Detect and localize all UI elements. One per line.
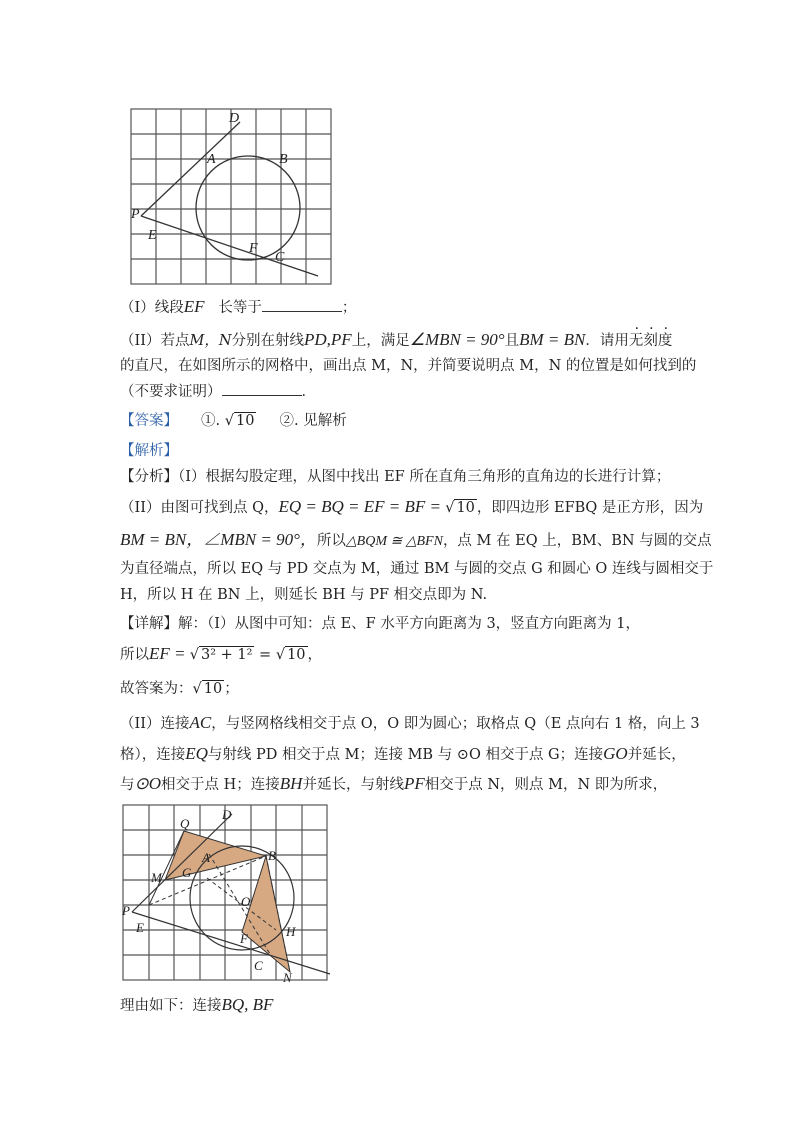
label-d: D: [229, 111, 240, 126]
xj-text: =: [254, 647, 276, 663]
xj-text: 故答案为：: [120, 681, 193, 697]
grid-2: [123, 805, 327, 980]
q2-cond1: ∠MBN = 90°: [409, 330, 505, 349]
radicand: 3² + 1²: [201, 647, 253, 663]
reason-text: 理由如下：连接: [120, 998, 222, 1014]
xj-text: 并延长，与射线: [302, 777, 404, 793]
label-c: C: [275, 250, 285, 265]
xiangjie-line-5: [120, 743, 686, 766]
xj-text: （II）连接: [120, 716, 190, 732]
q2-rays: PD,PF: [304, 330, 352, 349]
xj-ac: AC: [189, 713, 212, 732]
fenxi-eq: EQ = BQ = EF = BF =: [278, 497, 446, 516]
label-p: P: [131, 207, 140, 222]
ray-pf: [141, 216, 318, 276]
radicand: 10: [236, 413, 255, 429]
xj-eq: EF =: [149, 644, 190, 663]
answer-1-num: ①.: [201, 413, 221, 429]
reason-line: [120, 994, 273, 1017]
analysis-tag: 【解析】: [120, 443, 178, 459]
q1-prefix: （I）线段: [120, 300, 184, 316]
q2-text: 分别在射线: [231, 333, 305, 349]
xj-text: ，: [307, 647, 323, 663]
xj-text: 与射线 PD 相交于点 M；连接 MB 与 ⊙O 相交于点 G；连接: [207, 747, 604, 763]
emph-char: 度: [657, 333, 673, 349]
label-f: F: [249, 241, 258, 256]
xiangjie-line-6: [120, 773, 667, 796]
xj-text: 相交于点 H；连接: [161, 777, 280, 793]
answer-blank-1[interactable]: [262, 297, 342, 312]
fenxi-line-4: 为直径端点，所以 EQ 与 PD 交点为 M，通过 BM 与圆的交点 G 和圆心 O 连线与圆相交于: [120, 561, 714, 577]
fenxi-line-2: [120, 496, 703, 519]
xj-text: ；: [224, 681, 239, 697]
q1-end: ；: [341, 300, 357, 316]
radicand: 10: [203, 681, 223, 697]
q2-text: 且: [504, 333, 520, 349]
fenxi-line-5: H，所以 H 在 BN 上，则延长 BH 与 PF 相交点即为 N.: [120, 587, 488, 603]
fenxi-eq: BM = BN，∠MBN = 90°，: [120, 530, 317, 549]
q2-text: ．: [301, 384, 316, 400]
xiangjie-line-2: [120, 643, 322, 666]
q2-text: （II）若点: [120, 333, 190, 349]
question-2-line-2: [120, 355, 696, 377]
q1-suffix: 长等于: [218, 300, 262, 316]
answer-tag: 【答案】: [120, 413, 178, 429]
label-e2: E: [136, 920, 144, 935]
sqrt-10: √ 10: [192, 681, 223, 697]
q2-text: ．请用: [585, 333, 629, 349]
sqrt-10: √ 10: [224, 413, 255, 429]
figure-1: [128, 106, 338, 290]
xj-text: 相交于点 N，则点 M，N 即为所求，: [424, 777, 668, 793]
xiangjie-line-4: [120, 712, 700, 735]
sqrt-10: √ 10: [275, 647, 306, 663]
q2-mn: M，N: [189, 333, 232, 349]
xj-pf: PF: [403, 774, 425, 793]
xj-text: ，与竖网格线相交于点 O，O 即为圆心；取格点 Q（E 点向右 1 格，向上 3: [211, 716, 700, 732]
answer-2: ②. 见解析: [279, 413, 347, 429]
label-a2: A: [202, 850, 210, 865]
label-a: A: [207, 152, 216, 167]
sqrt-3sq-1sq: √ 3² + 1²: [189, 647, 253, 663]
label-o: O: [241, 894, 251, 909]
question-2-line-3: [120, 381, 316, 403]
fenxi-text: ，即四边形 EFBQ 是正方形，因为: [476, 500, 704, 516]
question-1: [120, 296, 356, 319]
fenxi-line-3: [120, 529, 712, 553]
xj-go: GO: [603, 744, 628, 763]
xj-text: 与: [120, 777, 135, 793]
xj-text: 格），连接: [120, 747, 186, 763]
xiangjie-line-3: [120, 678, 239, 700]
fenxi-text: 所以: [316, 533, 346, 549]
question-2-line-1: [120, 329, 672, 352]
radicand: 10: [456, 500, 475, 516]
q1-var: EF: [183, 297, 205, 316]
label-b2: B: [268, 848, 276, 863]
label-c2: C: [254, 958, 263, 973]
label-p2: P: [122, 903, 130, 918]
emph-char: 刻: [643, 333, 658, 349]
q2-text: （不要求证明）: [120, 384, 222, 400]
q2-text: 的直尺，在如图所示的网格中，画出点 M，N，并简要说明点 M，N 的位置是如何找到的: [120, 358, 697, 374]
circle-1: [196, 156, 300, 260]
xiangjie-line-1: 【详解】解：（I）从图中可知：点 E、F 水平方向距离为 3，竖直方向距离为 1，: [120, 616, 641, 632]
label-b: B: [279, 152, 288, 167]
label-f2: F: [240, 931, 248, 946]
label-h: H: [286, 924, 296, 939]
reason-segments: BQ, BF: [221, 995, 274, 1014]
sqrt-10: √ 10: [445, 500, 475, 516]
q2-cond2: BM = BN: [519, 330, 586, 349]
xj-eq-seg: EQ: [185, 744, 208, 763]
radicand: 10: [287, 647, 306, 663]
xj-circle-o: ⊙O: [134, 774, 162, 793]
label-e: E: [148, 228, 157, 243]
answer-line: [120, 410, 347, 432]
xj-text: 并延长，: [627, 747, 686, 763]
fenxi-text: （II）由图可找到点 Q，: [120, 500, 279, 516]
fenxi-text: ，点 M 在 EQ 上，BM、BN 与圆的交点: [442, 533, 712, 549]
ray-pf-2: [132, 912, 330, 974]
label-d2: D: [222, 807, 232, 822]
fenxi-congruence: △BQM ≅ △BFN: [345, 534, 443, 549]
emph-char: 无: [628, 333, 644, 349]
label-n: N: [283, 970, 292, 985]
xj-bh: BH: [279, 774, 303, 793]
figure-2: [120, 802, 332, 988]
xj-text: 所以: [120, 647, 149, 663]
q2-text: 上，满足: [351, 333, 410, 349]
label-m: M: [151, 870, 162, 885]
answer-blank-2[interactable]: [222, 381, 302, 396]
label-g: G: [182, 865, 192, 880]
label-q: Q: [180, 816, 190, 831]
fenxi-line-1: 【分析】（I）根据勾股定理，从图中找出 EF 所在直角三角形的直角边的长进行计算；: [120, 469, 671, 485]
